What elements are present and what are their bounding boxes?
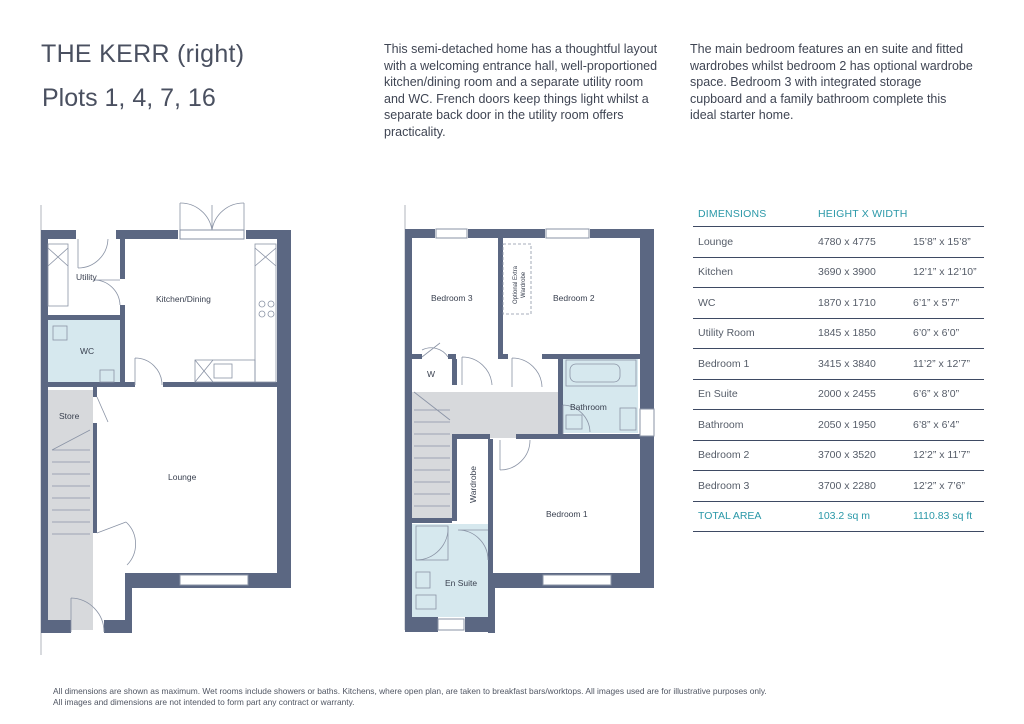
room-ft: 6’8” x 6’4” — [908, 410, 984, 441]
label-store: Store — [59, 411, 80, 421]
label-wc: WC — [80, 346, 95, 356]
table-row — [693, 379, 984, 410]
room-name: WC — [693, 288, 813, 319]
room-mm: 2000 x 2455 — [813, 379, 908, 410]
label-kitchen: Kitchen/Dining — [156, 294, 211, 304]
label-lounge: Lounge — [168, 472, 197, 482]
first-floor-plan — [400, 200, 662, 660]
table-row — [693, 471, 984, 502]
total-area-row — [693, 501, 984, 532]
room-ft: 12’2” x 7’6” — [908, 471, 984, 502]
label-bedroom1: Bedroom 1 — [546, 509, 588, 519]
room-ft: 6’6” x 8’0” — [908, 379, 984, 410]
table-row — [693, 257, 984, 288]
plots-subtitle: Plots 1, 4, 7, 16 — [42, 84, 216, 112]
room-mm: 3690 x 3900 — [813, 257, 908, 288]
footer-disclaimer — [53, 686, 767, 708]
room-name: Bathroom — [693, 410, 813, 441]
room-ft: 12’1” x 12’10” — [908, 257, 984, 288]
label-bedroom2: Bedroom 2 — [553, 293, 595, 303]
disclaimer-line-2: All images and dimensions are not intended to form part any contract or warranty. — [53, 697, 355, 707]
table-row — [693, 410, 984, 441]
label-optional-wardrobe-2: Wardrobe — [521, 271, 527, 298]
label-wardrobe: Wardrobe — [468, 465, 478, 503]
label-bedroom3: Bedroom 3 — [431, 293, 473, 303]
table-row — [693, 349, 984, 380]
total-label: TOTAL AREA — [693, 501, 813, 532]
room-name: Kitchen — [693, 257, 813, 288]
room-mm: 3700 x 3520 — [813, 440, 908, 471]
room-ft: 6’1” x 5’7” — [908, 288, 984, 319]
room-ft: 12’2” x 11’7” — [908, 440, 984, 471]
table-row — [693, 318, 984, 349]
room-mm: 2050 x 1950 — [813, 410, 908, 441]
room-mm: 1845 x 1850 — [813, 318, 908, 349]
room-name: Utility Room — [693, 318, 813, 349]
room-ft: 11’2” x 12’7” — [908, 349, 984, 380]
label-bathroom: Bathroom — [570, 402, 607, 412]
room-name: Bedroom 2 — [693, 440, 813, 471]
room-ft: 6’0” x 6’0” — [908, 318, 984, 349]
room-name: Lounge — [693, 227, 813, 258]
label-optional-wardrobe-1: Optional Extra — [513, 265, 519, 304]
label-w: W — [427, 369, 436, 379]
description-first: The main bedroom features an en suite and fitted wardrobes whilst bedroom 2 has optional wardrobe space. Bedroom 3 with integrated storage cupboard and a family bathroom complete this ideal starter home. — [690, 42, 973, 122]
room-mm: 3700 x 2280 — [813, 471, 908, 502]
total-sqm: 103.2 sq m — [813, 501, 908, 532]
room-ft: 15’8” x 15’8” — [908, 227, 984, 258]
header-dimensions: DIMENSIONS — [693, 202, 813, 227]
room-name: Bedroom 1 — [693, 349, 813, 380]
table-row — [693, 227, 984, 258]
room-mm: 1870 x 1710 — [813, 288, 908, 319]
label-utility: Utility — [76, 272, 97, 282]
room-mm: 4780 x 4775 — [813, 227, 908, 258]
table-row — [693, 288, 984, 319]
room-name: Bedroom 3 — [693, 471, 813, 502]
room-name: En Suite — [693, 379, 813, 410]
header-height-width: HEIGHT X WIDTH — [813, 202, 984, 227]
plan-title: THE KERR (right) — [41, 40, 245, 68]
table-header-row — [693, 202, 984, 227]
dimensions-table — [693, 202, 984, 532]
room-mm: 3415 x 3840 — [813, 349, 908, 380]
label-ensuite: En Suite — [445, 578, 478, 588]
total-sqft: 1110.83 sq ft — [908, 501, 984, 532]
disclaimer-line-1: All dimensions are shown as maximum. Wet rooms include showers or baths. Kitchens, where open plan, are taken to breakfast bars/worktops. All images used are for illustrative purposes only. — [53, 686, 767, 696]
ground-floor-plan — [38, 200, 298, 660]
table-row — [693, 440, 984, 471]
description-ground: This semi-detached home has a thoughtful layout with a welcoming entrance hall, well-proportioned kitchen/dining room and a separate utility room and WC. French doors keep things light whilst a separate back door in the utility room offers practicality. — [384, 42, 658, 139]
